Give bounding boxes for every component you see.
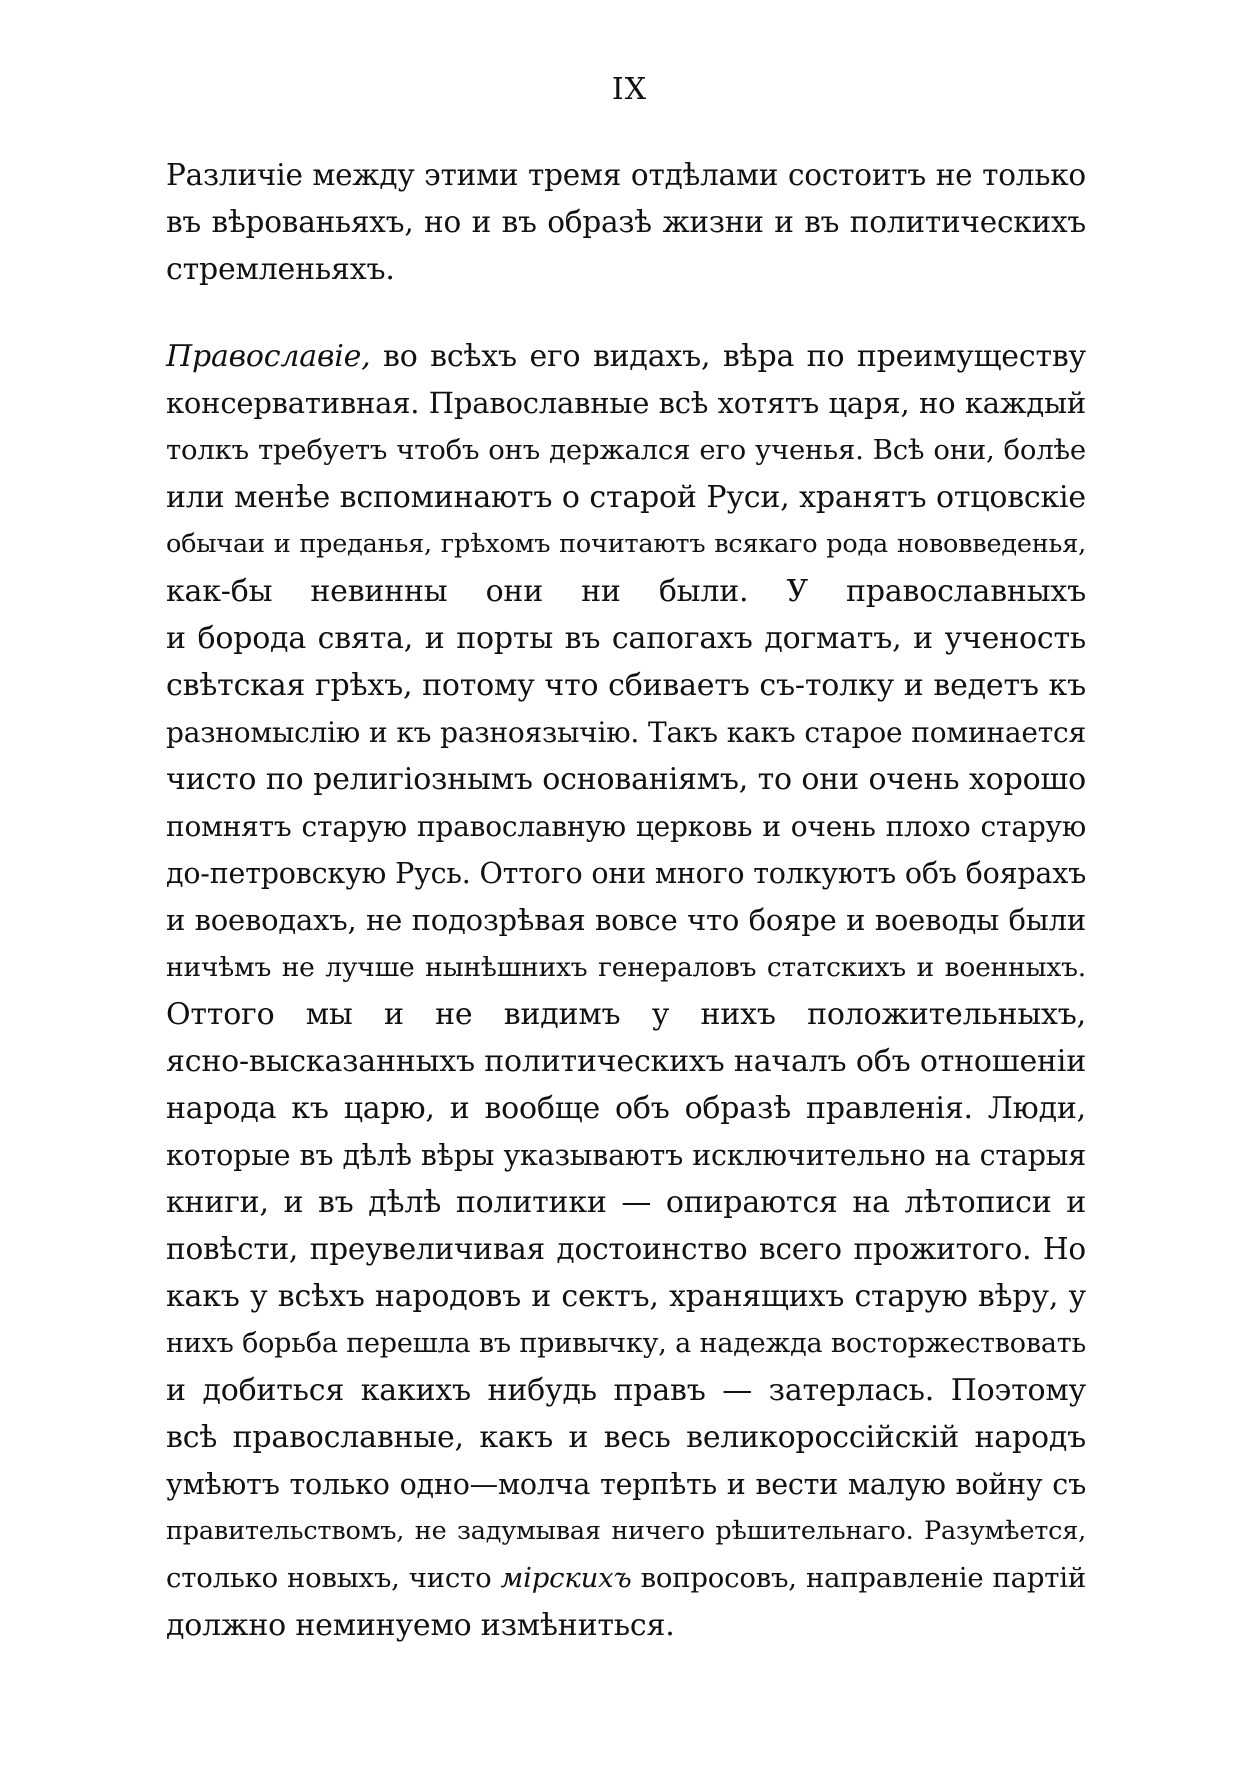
text-line: и борода свята, и порты въ сапогахъ догматъ, и ученость: [166, 621, 1086, 656]
text-line: умѣютъ только одно—молча терпѣть и вести малую войну съ: [166, 1468, 1086, 1501]
text-line: помнятъ старую православную церковь и очень плохо старую: [166, 810, 1086, 843]
paragraph-differences: [166, 152, 1086, 293]
text-line: или менѣе вспоминаютъ о старой Руси, хранятъ отцовскіе: [166, 480, 1086, 515]
text-line: повѣсти, преувеличивая достоинство всего прожитого. Но: [166, 1232, 1086, 1266]
page-number: IX: [611, 72, 648, 107]
text-line: разномыслію и къ разноязычію. Такъ какъ старое поминается: [166, 716, 1086, 749]
emphasized-term: Православіе,: [166, 339, 371, 374]
text-line: книги, и въ дѣлѣ политики — опираются на лѣтописи и: [166, 1185, 1086, 1220]
text-line: обычаи и преданья, грѣхомъ почитаютъ всякаго рода нововведенья,: [166, 529, 1086, 559]
text-line: всѣ православные, какъ и весь великороссійскій народъ: [166, 1420, 1086, 1455]
text-line: правительствомъ, не задумывая ничего рѣшительнаго. Разумѣется,: [166, 1516, 1086, 1546]
text-fragment: вопросовъ, направленіе партій: [631, 1562, 1086, 1594]
text-line: [166, 333, 1086, 380]
text-line: свѣтская грѣхъ, потому что сбиваетъ съ-толку и ведетъ къ: [166, 668, 1086, 703]
text-line: [166, 1555, 1086, 1602]
emphasized-term: мірскихъ: [500, 1562, 632, 1594]
text-line: стремленьяхъ.: [166, 252, 395, 287]
text-line: нихъ борьба перешла въ привычку, а надежда восторжествовать: [166, 1328, 1086, 1359]
text-line: как-бы невинны они ни были. У православныхъ: [166, 574, 1086, 609]
text-line: и воеводахъ, не подозрѣвая вовсе что бояре и воеводы были: [166, 903, 1086, 937]
text-line: консервативная. Православные всѣ хотятъ царя, но каждый: [166, 386, 1086, 420]
text-line: до-петровскую Русь. Оттого они много толкуютъ объ боярахъ: [166, 857, 1086, 890]
text-line: ничѣмъ не лучше нынѣшнихъ генераловъ статскихъ и военныхъ.: [166, 952, 1086, 983]
text-line: и добиться какихъ нибудь правъ — затерлась. Поэтому: [166, 1373, 1086, 1408]
text-line: должно неминуемо измѣниться.: [166, 1608, 675, 1643]
text-line: народа къ царю, и вообще объ образѣ правленія. Люди,: [166, 1091, 1086, 1126]
text-line: толкъ требуетъ чтобъ онъ держался его ученья. Всѣ они, болѣе: [166, 434, 1086, 466]
paragraph-orthodoxy: [166, 333, 1086, 1649]
text-line: Различіе между этими тремя отдѣлами состоитъ не только: [166, 158, 1086, 192]
text-line: чисто по религіознымъ основаніямъ, то они очень хорошо: [166, 762, 1086, 797]
text-fragment: во всѣхъ его видахъ, вѣра по преимуществу: [370, 339, 1086, 374]
text-line: Оттого мы и не видимъ у нихъ положительныхъ,: [166, 997, 1086, 1032]
text-line: какъ у всѣхъ народовъ и сектъ, хранящихъ старую вѣру, у: [166, 1279, 1086, 1314]
text-fragment: столько новыхъ, чисто: [166, 1562, 501, 1594]
text-line: въ вѣрованьяхъ, но и въ образѣ жизни и въ политическихъ: [166, 205, 1086, 239]
text-line: которые въ дѣлѣ вѣры указываютъ исключительно на старыя: [166, 1139, 1086, 1172]
text-line: ясно-высказанныхъ политическихъ началъ объ отношеніи: [166, 1044, 1086, 1079]
